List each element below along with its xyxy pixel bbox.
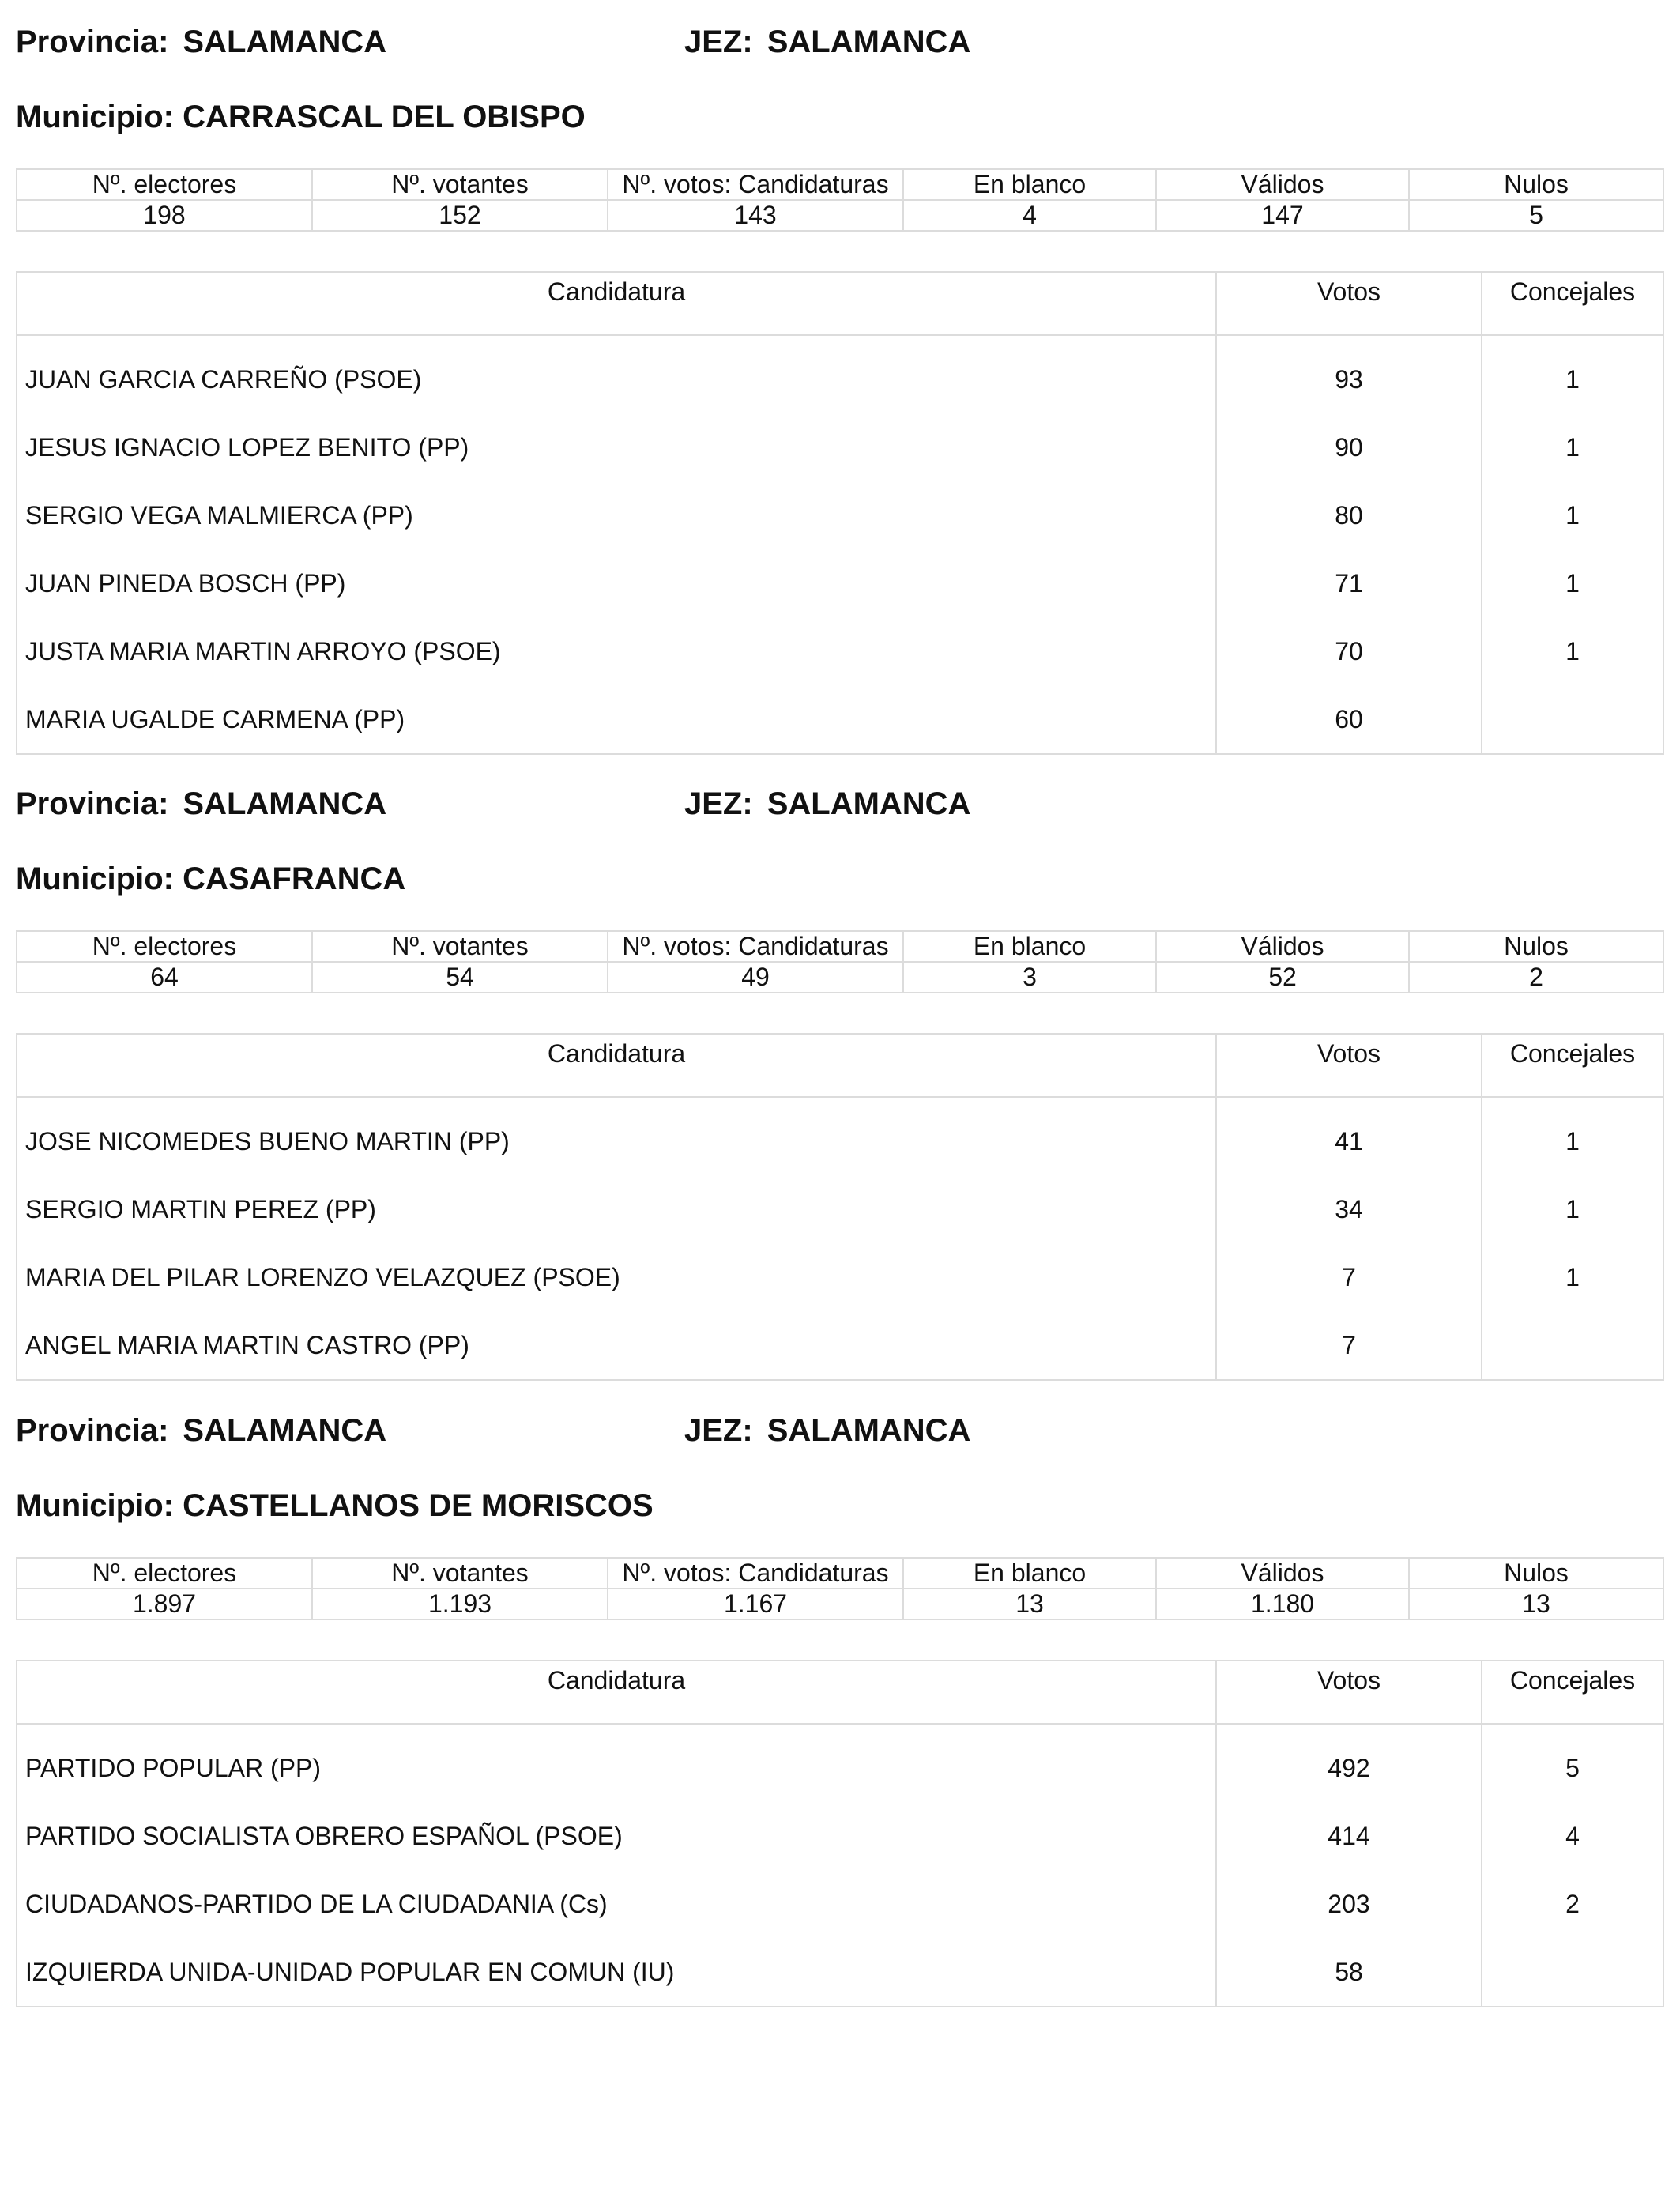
candidate-row: [17, 1870, 1663, 1938]
candidate-concejales: 1: [1482, 1175, 1663, 1243]
candidate-concejales: 1: [1482, 549, 1663, 617]
candidate-row: [17, 413, 1663, 481]
jez: [684, 784, 970, 824]
provincia-value: SALAMANCA: [183, 25, 387, 59]
candidatura-header: Candidatura: [17, 1661, 1216, 1724]
stats-table: [16, 168, 1664, 232]
stats-header-cell: Válidos: [1156, 931, 1409, 962]
candidatura-header: Candidatura: [17, 1034, 1216, 1097]
candidate-concejales: 5: [1482, 1724, 1663, 1802]
candidate-concejales: 1: [1482, 481, 1663, 549]
municipio-value: CARRASCAL DEL OBISPO: [183, 100, 586, 134]
candidate-name: IZQUIERDA UNIDA-UNIDAD POPULAR EN COMUN (IU): [17, 1938, 1216, 2007]
candidates-table: [16, 1033, 1664, 1381]
candidate-row: [17, 1097, 1663, 1175]
candidate-concejales: 1: [1482, 413, 1663, 481]
stats-header-cell: Nº. electores: [17, 1558, 312, 1589]
stats-header-cell: Nº. votantes: [312, 1558, 608, 1589]
stats-value-row: [17, 962, 1663, 993]
votos-header: Votos: [1216, 272, 1482, 335]
stats-value-cell: 143: [608, 200, 903, 231]
candidate-votos: 7: [1216, 1243, 1482, 1311]
municipality-section: [16, 22, 1663, 733]
candidate-votos: 93: [1216, 335, 1482, 413]
provincia-label: Provincia:: [16, 786, 169, 821]
candidate-row: [17, 617, 1663, 685]
stats-value-row: [17, 200, 1663, 231]
concejales-header: Concejales: [1482, 1034, 1663, 1097]
stats-header-cell: Nulos: [1409, 1558, 1663, 1589]
stats-table: [16, 1557, 1664, 1620]
candidate-votos: 7: [1216, 1311, 1482, 1380]
stats-table: [16, 930, 1664, 993]
stats-value-cell: 4: [903, 200, 1156, 231]
stats-header-cell: Nº. electores: [17, 169, 312, 200]
candidate-row: [17, 1938, 1663, 2007]
stats-value-cell: 54: [312, 962, 608, 993]
stats-value-cell: 5: [1409, 200, 1663, 231]
stats-header-row: [17, 1558, 1663, 1589]
stats-header-cell: Válidos: [1156, 1558, 1409, 1589]
candidate-name: SERGIO MARTIN PEREZ (PP): [17, 1175, 1216, 1243]
candidate-row: [17, 1311, 1663, 1380]
candidate-name: PARTIDO SOCIALISTA OBRERO ESPAÑOL (PSOE): [17, 1802, 1216, 1870]
stats-value-cell: 52: [1156, 962, 1409, 993]
candidate-concejales: 1: [1482, 617, 1663, 685]
stats-header-cell: En blanco: [903, 169, 1156, 200]
stats-value-cell: 1.193: [312, 1589, 608, 1619]
jez-value: SALAMANCA: [767, 1413, 971, 1448]
stats-value-cell: 49: [608, 962, 903, 993]
candidate-row: [17, 481, 1663, 549]
provincia-label: Provincia:: [16, 1413, 169, 1448]
candidate-name: JUSTA MARIA MARTIN ARROYO (PSOE): [17, 617, 1216, 685]
candidates-header-row: [17, 1661, 1663, 1724]
stats-header-row: [17, 169, 1663, 200]
stats-header-cell: Nº. votos: Candidaturas: [608, 931, 903, 962]
provincia-label: Provincia:: [16, 25, 169, 59]
stats-value-cell: 147: [1156, 200, 1409, 231]
candidate-concejales: [1482, 1311, 1663, 1380]
candidate-name: CIUDADANOS-PARTIDO DE LA CIUDADANIA (Cs): [17, 1870, 1216, 1938]
jez: [684, 22, 970, 62]
concejales-header: Concejales: [1482, 272, 1663, 335]
section-header: [16, 1411, 1663, 1450]
jez: [684, 1411, 970, 1450]
candidate-row: [17, 1724, 1663, 1802]
stats-value-cell: 64: [17, 962, 312, 993]
stats-value-row: [17, 1589, 1663, 1619]
candidate-votos: 414: [1216, 1802, 1482, 1870]
candidate-concejales: 4: [1482, 1802, 1663, 1870]
stats-value-cell: 13: [903, 1589, 1156, 1619]
votos-header: Votos: [1216, 1034, 1482, 1097]
jez-label: JEZ:: [684, 786, 753, 821]
stats-value-cell: 1.897: [17, 1589, 312, 1619]
jez-label: JEZ:: [684, 1413, 753, 1448]
candidate-votos: 58: [1216, 1938, 1482, 2007]
municipio-value: CASTELLANOS DE MORISCOS: [183, 1488, 654, 1523]
candidate-row: [17, 549, 1663, 617]
candidate-name: PARTIDO POPULAR (PP): [17, 1724, 1216, 1802]
candidate-name: MARIA UGALDE CARMENA (PP): [17, 685, 1216, 754]
stats-header-cell: Nº. votos: Candidaturas: [608, 169, 903, 200]
municipio: [16, 1486, 654, 1525]
stats-header-cell: Nº. votantes: [312, 169, 608, 200]
municipality-section: [16, 784, 1663, 1359]
stats-value-cell: 1.180: [1156, 1589, 1409, 1619]
stats-value-cell: 3: [903, 962, 1156, 993]
candidate-concejales: 1: [1482, 335, 1663, 413]
municipio-label: Municipio:: [16, 1488, 174, 1523]
candidate-concejales: [1482, 1938, 1663, 2007]
candidate-votos: 71: [1216, 549, 1482, 617]
candidate-name: JOSE NICOMEDES BUENO MARTIN (PP): [17, 1097, 1216, 1175]
stats-header-cell: Nulos: [1409, 169, 1663, 200]
provincia-value: SALAMANCA: [183, 786, 387, 821]
candidate-name: ANGEL MARIA MARTIN CASTRO (PP): [17, 1311, 1216, 1380]
candidate-concejales: 1: [1482, 1243, 1663, 1311]
stats-value-cell: 1.167: [608, 1589, 903, 1619]
stats-value-cell: 152: [312, 200, 608, 231]
candidate-concejales: 2: [1482, 1870, 1663, 1938]
provincia: [16, 1411, 386, 1450]
stats-header-cell: Nulos: [1409, 931, 1663, 962]
stats-header-cell: Nº. votantes: [312, 931, 608, 962]
candidates-table: [16, 1660, 1664, 2007]
candidate-votos: 41: [1216, 1097, 1482, 1175]
stats-value-cell: 13: [1409, 1589, 1663, 1619]
candidate-row: [17, 685, 1663, 754]
candidate-name: JUAN PINEDA BOSCH (PP): [17, 549, 1216, 617]
section-header: [16, 22, 1663, 62]
jez-value: SALAMANCA: [767, 25, 971, 59]
candidate-row: [17, 335, 1663, 413]
municipio-label: Municipio:: [16, 100, 174, 134]
provincia-value: SALAMANCA: [183, 1413, 387, 1448]
candidate-votos: 203: [1216, 1870, 1482, 1938]
candidate-concejales: 1: [1482, 1097, 1663, 1175]
candidate-votos: 80: [1216, 481, 1482, 549]
municipio-value: CASAFRANCA: [183, 861, 406, 896]
candidate-votos: 60: [1216, 685, 1482, 754]
stats-value-cell: 198: [17, 200, 312, 231]
municipality-section: [16, 1411, 1663, 1986]
jez-value: SALAMANCA: [767, 786, 971, 821]
candidate-row: [17, 1802, 1663, 1870]
provincia: [16, 784, 386, 824]
stats-header-cell: Válidos: [1156, 169, 1409, 200]
candidates-header-row: [17, 1034, 1663, 1097]
candidate-row: [17, 1243, 1663, 1311]
candidate-votos: 34: [1216, 1175, 1482, 1243]
candidate-votos: 492: [1216, 1724, 1482, 1802]
candidate-row: [17, 1175, 1663, 1243]
stats-header-cell: En blanco: [903, 1558, 1156, 1589]
provincia: [16, 22, 386, 62]
candidate-votos: 90: [1216, 413, 1482, 481]
candidate-name: JESUS IGNACIO LOPEZ BENITO (PP): [17, 413, 1216, 481]
municipio-label: Municipio:: [16, 861, 174, 896]
candidate-name: SERGIO VEGA MALMIERCA (PP): [17, 481, 1216, 549]
municipio: [16, 97, 586, 137]
municipio: [16, 859, 405, 899]
candidate-concejales: [1482, 685, 1663, 754]
stats-header-cell: Nº. votos: Candidaturas: [608, 1558, 903, 1589]
candidates-header-row: [17, 272, 1663, 335]
stats-header-cell: Nº. electores: [17, 931, 312, 962]
candidate-name: MARIA DEL PILAR LORENZO VELAZQUEZ (PSOE): [17, 1243, 1216, 1311]
stats-header-row: [17, 931, 1663, 962]
jez-label: JEZ:: [684, 25, 753, 59]
votos-header: Votos: [1216, 1661, 1482, 1724]
candidate-name: JUAN GARCIA CARREÑO (PSOE): [17, 335, 1216, 413]
stats-header-cell: En blanco: [903, 931, 1156, 962]
section-header: [16, 784, 1663, 824]
candidate-votos: 70: [1216, 617, 1482, 685]
candidatura-header: Candidatura: [17, 272, 1216, 335]
stats-value-cell: 2: [1409, 962, 1663, 993]
candidates-table: [16, 271, 1664, 755]
concejales-header: Concejales: [1482, 1661, 1663, 1724]
